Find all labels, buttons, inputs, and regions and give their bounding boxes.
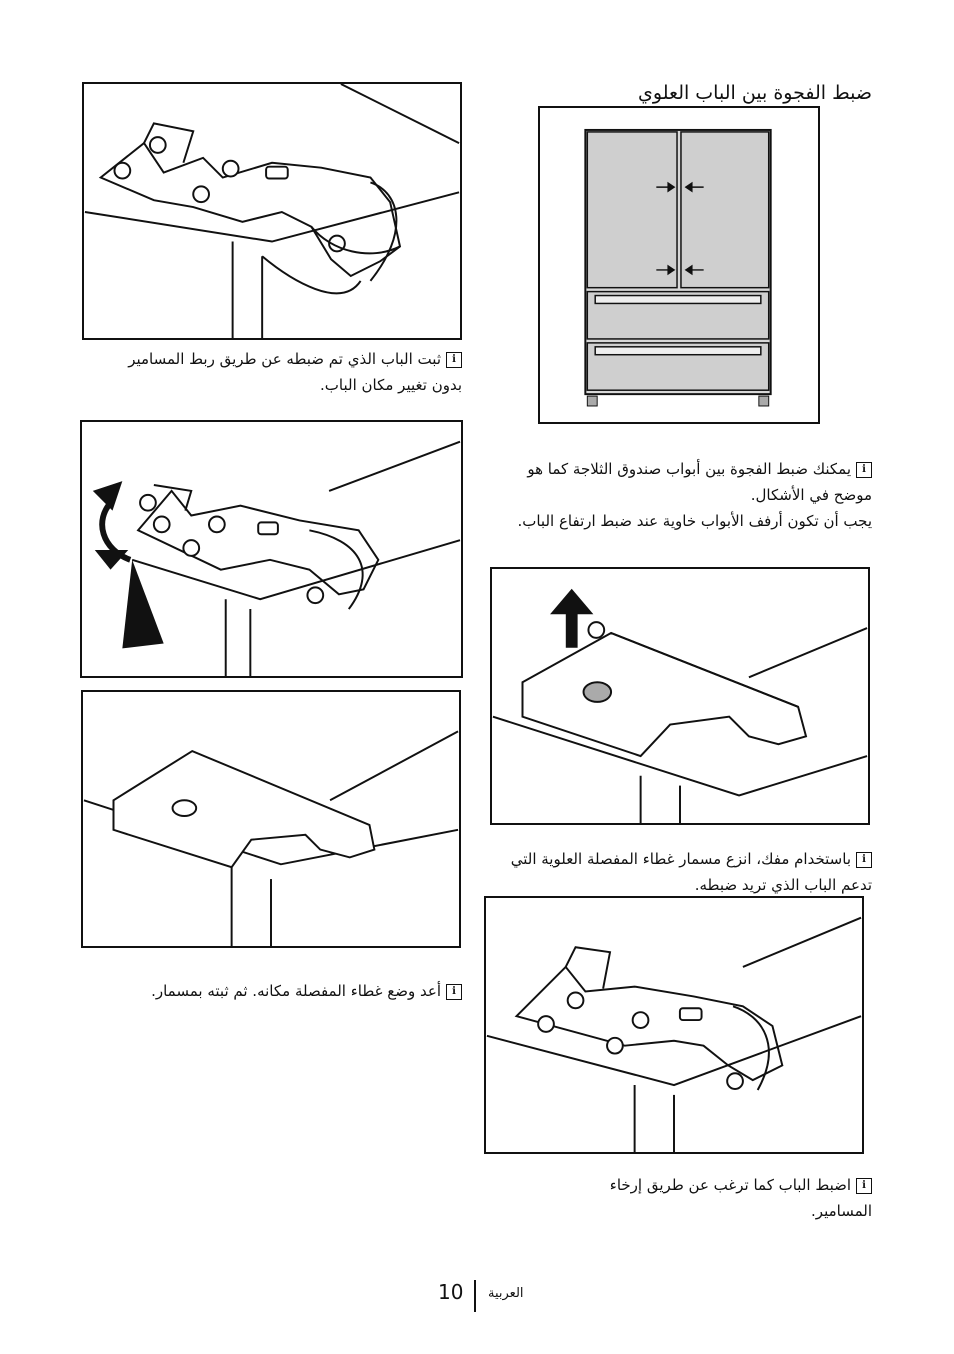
info-icon: i <box>446 352 462 368</box>
info-icon: i <box>446 984 462 1000</box>
footer-divider <box>474 1280 476 1312</box>
hinge-screws-figure-1 <box>82 82 462 340</box>
info-icon: i <box>856 852 872 868</box>
caption-right-middle: iباستخدام مفك، انزع مسمار غطاء المفصلة العلوية التي تدعم الباب الذي تريد ضبطه. <box>510 850 872 894</box>
info-icon: i <box>856 1178 872 1194</box>
fridge-front-figure <box>538 106 820 424</box>
caption-right-bottom: iاضبط الباب كما ترغب عن طريق إرخاء المسامير. <box>609 1176 872 1220</box>
hinge-rotate-figure <box>80 420 463 678</box>
caption-right-intro: iيمكنك ضبط الفجوة بين أبواب صندوق الثلاجة كما هو موضح في الأشكال. يجب أن تكون أرفف الأبواب خاوية عند ضبط ارتفاع الباب. <box>517 460 872 530</box>
hinge-cover-replaced-figure <box>81 690 461 948</box>
info-icon: i <box>856 462 872 478</box>
caption-top-left: iثبت الباب الذي تم ضبطه عن طريق ربط المسامير بدون تغيير مكان الباب. <box>128 350 462 394</box>
hinge-cover-remove-figure <box>490 567 870 825</box>
section-title: ضبط الفجوة بين الباب العلوي <box>638 82 872 104</box>
caption-left-bottom: iأعد وضع غطاء المفصلة مكانه. ثم ثبته بمسمار. <box>120 978 462 1004</box>
hinge-screws-figure-2 <box>484 896 864 1154</box>
footer-language: العربية <box>488 1286 524 1301</box>
page-number: 10 <box>438 1280 464 1304</box>
